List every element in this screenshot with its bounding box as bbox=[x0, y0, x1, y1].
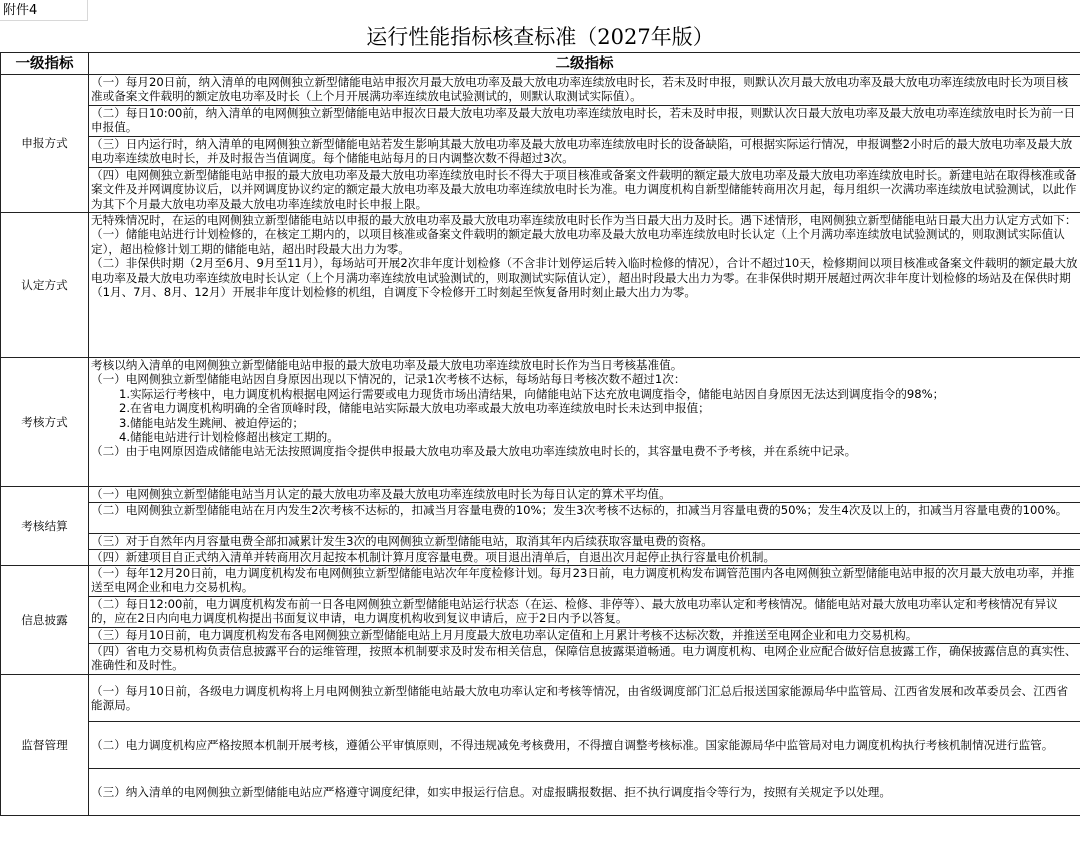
table-row bbox=[1, 168, 1080, 213]
category-kaohe: 考核方式 bbox=[1, 358, 89, 487]
pilu-item-1: （一）每年12月20日前，电力调度机构发布电网侧独立新型储能电站次年年度检修计划。每月23日前，电力调度机构发布调管范围内各电网侧独立新型储能电站申报的次月最大放电功率，并推送至电网企业和电力交易机构。 bbox=[89, 566, 1080, 597]
jiandu-item-2: （二）电力调度机构应严格按照本机制开展考核，遵循公平审慎原则，不得违规减免考核费用，不得擅自调整考核标准。国家能源局华中监管局对电力调度机构执行考核机制情况进行监管。 bbox=[89, 722, 1080, 769]
table-header-row bbox=[1, 53, 1080, 75]
table-row bbox=[1, 75, 1080, 106]
jiesuan-item-3: （三）对于自然年内月容量电费全部扣减累计发生3次的电网侧独立新型储能电站，取消其年内后续获取容量电费的资格。 bbox=[89, 534, 1080, 550]
table-row bbox=[1, 644, 1080, 675]
table-row bbox=[1, 597, 1080, 628]
kaohe-intro: 考核以纳入清单的电网侧独立新型储能电站申报的最大放电功率及最大放电功率连续放电时长作为当日考核基准值。 bbox=[91, 358, 683, 372]
category-jiesuan: 考核结算 bbox=[1, 487, 89, 566]
kaohe-subitem-4: 4.储能电站进行计划检修超出核定工期的。 bbox=[119, 430, 339, 445]
table-row bbox=[1, 628, 1080, 644]
jiesuan-item-4: （四）新建项目自正式纳入清单并转商用次月起按本机制计算月度容量电费。项目退出清单后，自退出次月起停止执行容量电价机制。 bbox=[89, 550, 1080, 566]
category-shenbao: 申报方式 bbox=[1, 75, 89, 213]
table-row bbox=[1, 106, 1080, 137]
rending-intro: 无特殊情况时，在运的电网侧独立新型储能电站以申报的最大放电功率及最大放电功率连续放电时长作为当日最大出力及时长。遇下述情形，电网侧独立新型储能电站日最大出力认定方式如下： bbox=[91, 213, 1077, 227]
kaohe-item-1: （一）电网侧独立新型储能电站因自身原因出现以下情况的，记录1次考核不达标，每场站每日考核次数不超过1次： bbox=[91, 372, 686, 387]
standards-table bbox=[0, 52, 1080, 816]
kaohe-subitem-1: 1.实际运行考核中，电力调度机构根据电网运行需要或电力现货市场出清结果，向储能电站下达充放电调度指令，储能电站因自身原因无法达到调度指令的98%； bbox=[119, 386, 945, 401]
table-row bbox=[1, 534, 1080, 550]
table-row bbox=[1, 566, 1080, 597]
table-row bbox=[1, 137, 1080, 168]
table-row bbox=[1, 769, 1080, 816]
category-jiandu: 监督管理 bbox=[1, 675, 89, 816]
table-row bbox=[1, 550, 1080, 566]
table-row bbox=[1, 487, 1080, 503]
pilu-item-4: （四）省电力交易机构负责信息披露平台的运维管理，按照本机制要求及时发布相关信息，保障信息披露渠道畅通。电力调度机构、电网企业应配合做好信息披露工作，确保披露信息的真实性、准确性和及时性。 bbox=[89, 644, 1080, 675]
shenbao-item-3: （三）日内运行时，纳入清单的电网侧独立新型储能电站若发生影响其最大放电功率及最大放电功率连续放电时长的设备缺陷，可根据实际运行情况，申报调整2小时后的最大放电功率及最大放电功率连续放电时长，并及时报告当值调度。每个储能电站每月的日内调整次数不得超过3次。 bbox=[89, 137, 1080, 168]
jiandu-item-1: （一）每月10日前，各级电力调度机构将上月电网侧独立新型储能电站最大放电功率认定和考核等情况，由省级调度部门汇总后报送国家能源局华中监管局、江西省发展和改革委员会、江西省能源局。 bbox=[89, 675, 1080, 722]
rending-item-2: （二）非保供时期（2月至6月、9月至11月），每场站可开展2次非年度计划检修（不含非计划停运后转入临时检修的情况），合计不超过10天，检修期间以项目核准或备案文件载明的额定最大放电功率及最大放电功率连续放电时长认定（上个月满功率连续放电试验测试的，则取测试实际值认定），超出时段最大出力为零。在非保供时期开展超过两次非年度计划检修的场站及在保供时期（1月、7月、8月、12月）开展非年度计划检修的机组，自调度下令检修开工时刻起至恢复备用时刻止最大出力为零。 bbox=[91, 256, 1078, 300]
shenbao-item-1: （一）每月20日前，纳入清单的电网侧独立新型储能电站申报次月最大放电功率及最大放电功率连续放电时长，若未及时申报，则默认次月最大放电功率及最大放电功率连续放电时长为项目核准或备案文件载明的额定放电功率及时长（上个月开展满功率连续放电试验测试的，则默认取测试实际值）。 bbox=[89, 75, 1080, 106]
table-row bbox=[1, 503, 1080, 534]
table-row bbox=[1, 358, 1080, 487]
header-level2: 二级指标 bbox=[89, 53, 1080, 75]
header-level1: 一级指标 bbox=[1, 53, 89, 75]
category-rending: 认定方式 bbox=[1, 213, 89, 358]
jiesuan-item-2: （二）电网侧独立新型储能电站在月内发生2次考核不达标的，扣减当月容量电费的10%；发生3次考核不达标的，扣减当月容量电费的50%；发生4次及以上的，扣减当月容量电费的100%。 bbox=[89, 503, 1080, 534]
pilu-item-2: （二）每日12:00前，电力调度机构发布前一日各电网侧独立新型储能电站运行状态（在运、检修、非停等）、最大放电功率认定和考核情况。储能电站对最大放电功率认定和考核情况有异议的，应在2日内向电力调度机构提出书面复议申请，电力调度机构收到复议申请后，应于2日内予以答复。 bbox=[89, 597, 1080, 628]
table-row bbox=[1, 722, 1080, 769]
table-row bbox=[1, 675, 1080, 722]
jiandu-item-3: （三）纳入清单的电网侧独立新型储能电站应严格遵守调度纪律，如实申报运行信息。对虚报瞒报数据、拒不执行调度指令等行为，按照有关规定予以处理。 bbox=[89, 769, 1080, 816]
pilu-item-3: （三）每月10日前，电力调度机构发布各电网侧独立新型储能电站上月月度最大放电功率认定值和上月累计考核不达标次数，并推送至电网企业和电力交易机构。 bbox=[89, 628, 1080, 644]
kaohe-item-2: （二）由于电网原因造成储能电站无法按照调度指令提供申报最大放电功率及最大放电功率连续放电时长的，其容量电费不予考核，并在系统中记录。 bbox=[91, 444, 857, 459]
attachment-label: 附件4 bbox=[0, 0, 88, 21]
rending-item-1: （一）储能电站进行计划检修的，在核定工期内的，以项目核准或备案文件载明的额定最大放电功率及最大放电功率连续放电时长认定（上个月满功率连续放电试验测试的，则取测试实际值认定），超出检修计划工期的储能电站，超出时段最大出力为零。 bbox=[91, 227, 1065, 256]
jiesuan-item-1: （一）电网侧独立新型储能电站当月认定的最大放电功率及最大放电功率连续放电时长为每日认定的算术平均值。 bbox=[89, 487, 1080, 503]
kaohe-subitem-2: 2.在省电力调度机构明确的全省顶峰时段，储能电站实际最大放电功率或最大放电功率连续放电时长未达到申报值； bbox=[119, 401, 710, 416]
kaohe-content bbox=[89, 358, 1080, 487]
rending-content bbox=[89, 213, 1080, 358]
table-row bbox=[1, 213, 1080, 358]
shenbao-item-4: （四）电网侧独立新型储能电站申报的最大放电功率及最大放电功率连续放电时长不得大于项目核准或备案文件载明的额定最大放电功率及最大放电功率连续放电时长。新建电站在取得核准或备案文件及并网调度协议后，以并网调度协议约定的额定最大放电功率及最大放电功率连续放电时长为准。电力调度机构自新型储能转商用次月起，每月组织一次满功率连续放电试验测试，以此作为其下个月最大放电功率及最大放电功率连续放电时长申报上限。 bbox=[89, 168, 1080, 213]
category-pilu: 信息披露 bbox=[1, 566, 89, 675]
page-title: 运行性能指标核查标准（2027年版） bbox=[366, 25, 714, 49]
shenbao-item-2: （二）每日10:00前，纳入清单的电网侧独立新型储能电站申报次日最大放电功率及最大放电功率连续放电时长，若未及时申报，则默认次日最大放电功率及最大放电功率连续放电时长为前一日申报值。 bbox=[89, 106, 1080, 137]
kaohe-subitem-3: 3.储能电站发生跳闸、被迫停运的； bbox=[119, 415, 304, 430]
